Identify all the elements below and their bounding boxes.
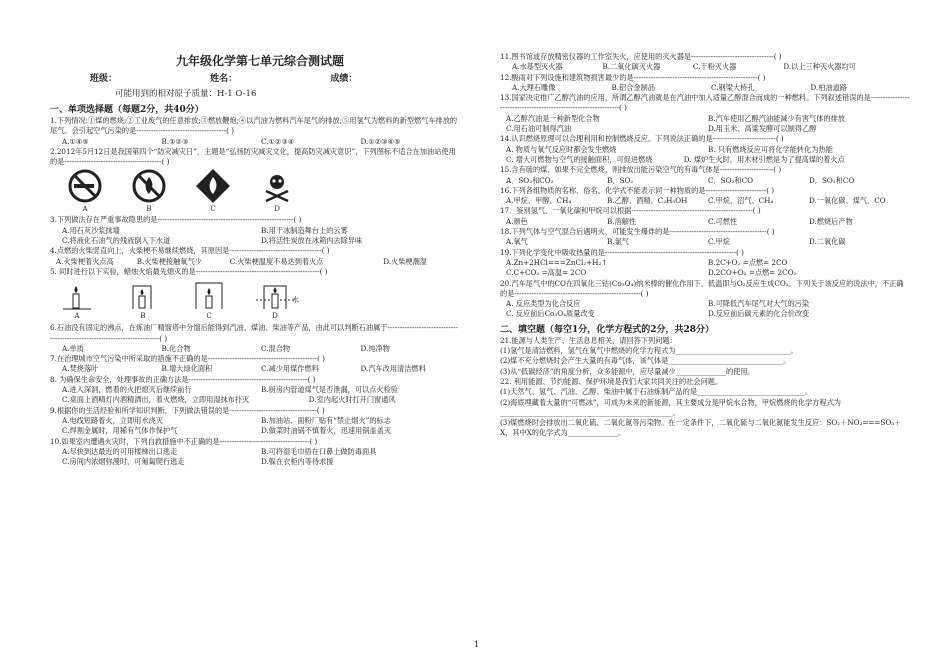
option: D.①②③④⑤ (360, 136, 401, 146)
question-9-options-2: C.焊割金属时，用稀有气体作保护气 D.做菜时油锅不慎着火，迅速用锅盖盖灭 (62, 426, 391, 436)
question-2-signs (64, 169, 460, 213)
question-6: 6.石油没有固定的沸点，在炼油厂精馏塔中分馏后能得到汽油、煤油、柴油等产品，由此可以判断石油属于--------------------------------------------------------------------------( ) (50, 323, 458, 343)
question-5-figures (58, 280, 460, 320)
question-21: 21.能源与人类生产、生活息息相关，请回答下列问题： (500, 335, 677, 345)
question-1-options (50, 137, 460, 147)
beaker-candle-icon (190, 280, 228, 312)
question-21-part-2: (2)煤不充分燃烧时会产生大量的有毒气体，该气体是________________________________。 (500, 356, 791, 366)
flammable-icon (192, 169, 234, 205)
class-label: 班级： (90, 74, 118, 84)
question-7: 7.在治理城市空气污染中所采取的措施不正确的是---------------------------------------------( ) (50, 354, 325, 364)
option: A.①④⑤ (62, 136, 89, 146)
question-5: 5. 同时进行以下实验，蜡烛火焰最先熄灭的是---------------------------------------------------( ) (50, 266, 328, 276)
question-11-options: A.水基型灭火器 B.二氧化碳灭火器 C.干粉灭火器 D.以上三种灭火器均可 (512, 62, 856, 72)
question-8: 8. 为确保生命安全，处理事故的正确方法是-------------------------------------------------( ) (50, 374, 316, 384)
question-2: 2.2012年5月12日是我国第四个“防灾减灾日”，主题是“弘扬防灾减灾文化，提高防灾减灾意识”，下列图标不适合在加油站使用的是----------------------------------------( ) (50, 146, 456, 167)
question-19-options-2: C.C+CO₂ =高温= 2CO D.2CO+O₂ =点燃= 2CO₂ (506, 268, 797, 278)
question-9-options-1: A.电线短路着火，立即用水浇灭 B.加油站、面粉厂贴有“禁止烟火”的标志 (62, 415, 391, 425)
question-4-options: A.火柴梗着火点高 B.火柴梗接触氧气少 C.火柴梗温度不易达到着火点 D.火柴梗潮湿 (56, 256, 427, 266)
question-18-options: A.氧气 B.氯气 C.甲烷 D.二氧化碳 (506, 237, 846, 247)
question-14: 14.认识燃烧原理可以合理利用和控制燃烧反应。下列说法正确的是--------------------------( ) (500, 134, 784, 144)
question-10-options-2: C.房间内浓烟弥漫时，可匍匐爬行逃走 D.躲在衣柜内等待求援 (62, 457, 334, 467)
question-9: 9.根据你的生活经验和所学知识判断，下列做法错误的是------------------------------------( ) (50, 405, 325, 415)
no-fire-icon (128, 169, 170, 205)
question-13-options-2: C.用石油可制得汽油 D.用玉米、高粱发酵可以制得乙醇 (506, 124, 817, 134)
question-10-options-1: A.尽快到达最近的可用楼梯出口逃走 B.可将湿毛巾捂在口鼻上做防毒面具 (62, 446, 377, 456)
question-15: 15.含有硫的煤，如果不完全燃烧，则排放出能污染空气的有毒气体是----------------------( ) (500, 165, 782, 175)
sign-b: B (128, 169, 170, 213)
section-1-heading: 一、单项选择题（每题2分，共40分） (50, 105, 204, 115)
page-title: 九年级化学第七单元综合测试题 (175, 54, 344, 68)
toxic-icon (256, 169, 298, 205)
question-11: 11.图书馆或存放精密仪器的工作室失火，应使用的灭火器是----------------------------------( ) (500, 52, 782, 61)
question-16: 16.下列各组物质的名称、俗名、化学式不能表示同一种物质的是-------------------------( ) (500, 185, 775, 195)
name-label: 姓名： (210, 74, 238, 84)
question-13-options-1: A.乙醇汽油是一种新型化合物 B.汽车使用乙醇汽油能减少有害气体的排放 (506, 113, 845, 123)
question-4: 4.点燃的火柴竖直向上，火柴梗不易继续燃烧，其原因是--------------------------------------( ) (50, 246, 330, 256)
question-15-options: A．SO₂和CO₂ B．SO₂ C．SO₂和CO D．SO₂和CO (506, 175, 855, 185)
question-20: 20.汽车尾气中的CO在四氧化三钴(Co₃O₄)纳米棒的催化作用下，低温即与O₂反应生成CO₂。下列关于该反应的说法中，不正确的是----------------------------------------------------( ) (500, 278, 904, 298)
question-17-options: A.颜色 B.溶解性 C.可燃性 D.燃烧后产物 (506, 216, 853, 226)
candle-icon (58, 280, 96, 312)
page-number: 1 (474, 640, 480, 649)
question-22: 22. 利用能源、节约能源、保护环境是我们大家共同关注的社会问题。 (500, 376, 723, 386)
question-14-options-1: A. 物质与氧气反应时都会发生燃烧 B. 只有燃烧反应可将化学能转化为热能 (506, 144, 833, 154)
score-label: 成绩： (330, 74, 358, 84)
water-label: 水 (292, 296, 299, 305)
question-21-part-1: (1)氢气是清洁燃料，氢气在氧气中燃烧的化学方程式为________________________________。 (500, 346, 798, 356)
right-column (500, 52, 910, 439)
section-2-heading: 二、填空题（每空1分，化学方程式的2分，共28分） (500, 324, 715, 335)
question-10: 10.如果室内遭遇火灾时，下列自救措施中不正确的是-------------------------------------( ) (50, 436, 318, 446)
question-14-options-2: C. 增大可燃物与空气的接触面积，可促进燃烧 D. 煤炉生火时，用木材引燃是为了提高煤的着火点 (506, 154, 845, 164)
water-candle-icon (256, 280, 294, 312)
question-13: 13.国家决定推广乙醇汽油的应用，所谓乙醇汽油就是在汽油中加入适量乙醇混合而成的一种燃料。下列叙述错误的是-----------------------------------------------------------------( ) (500, 93, 910, 113)
option: B.①②③ (161, 136, 189, 146)
beaker-c: C (190, 280, 228, 320)
question-22-part-2: (2)海底埋藏着大量的“可燃冰”，可成为未来的新能源，其主要成分是甲烷水合物，甲烷燃烧的化学方程式为________________________________________________。 (500, 397, 841, 417)
question-6-options: A.单质 B.化合物 C.混合物 D.纯净物 (62, 343, 390, 353)
question-19-options-1: A.Zn+2HCl===ZnCl₂+H₂↑ B.2C+O₂ =点燃= 2CO (506, 257, 788, 267)
question-8-options-2: C.桌面上酒精灯内酒精洒出，着火燃烧，立即用湿抹布扑灭 D.室内起火时打开门窗通风 (62, 395, 396, 405)
question-22-part-1: (1)天然气、氢气、汽油、乙醇、柴油中属于石油炼制产品的是______________________________。 (500, 387, 813, 397)
question-3: 3.下列做法存在严重事故隐患的是--------------------------------------------------------( ) (50, 215, 302, 225)
sign-a: A (64, 169, 106, 213)
question-1: 1.下列情况:①煤的燃烧;②工业废气的任意排放;③燃放鞭炮;④以汽油为燃料汽车尾气的排放;⑤用氢气为燃料的新型燃气车排放的尾气。会引起空气污染的是-------------------------------------( ) (50, 116, 458, 136)
question-20-options-2: C. 反应前后Co₃O₄质量改变 D.反应前后碳元素的化合价改变 (506, 309, 810, 319)
question-19: 19.下列化学变化中吸收热量的是------------------------------------------------------( ) (500, 247, 744, 257)
sign-c: C (192, 169, 234, 213)
left-column (50, 100, 460, 467)
question-17: 17．鉴别氢气、一氧化碳和甲烷可以根据--------------------------------------------------( ) (500, 206, 761, 216)
question-21-part-3: (3)从“低碳经济”的角度分析，众多能源中，应尽量减少______________的使用。 (500, 366, 755, 376)
question-12: 12.酸雨对下列设施和建筑物损害最少的是---------------------------------------------------( ) (500, 72, 766, 82)
no-smoking-icon (64, 169, 106, 205)
beaker-d: D (256, 280, 294, 320)
option: C.①②③④ (261, 136, 295, 146)
question-8-options-1: A.进入深洞，燃着的火把熄灭后继续前行 B.厨房内管道煤气是否泄漏，可以点火检验 (62, 385, 398, 395)
question-12-options: A.大理石雕像 B.铝合金制品 C.钢梁大桥孔 D.柏油道路 (512, 82, 848, 92)
question-18: 18.下列气体与空气混合后遇明火，可能发生爆炸的是----------------------------------------( ) (500, 227, 775, 237)
question-3-options-1: A.用石灰沙浆抹墙 B.用干冰制造舞台上的云雾 (62, 225, 348, 235)
sign-d: D (256, 169, 298, 213)
question-22-part-3: (3)煤燃烧时会排放出二氧化硫、二氧化氮等污染物。在一定条件下，二氧化硫与二氧化氮能发生反应：SO₂＋NO₂===SO₃＋X，其中X的化学式为______________。 (500, 418, 902, 438)
atomic-mass-note: 可能用到的相对原子质量：H-1 O-16 (115, 89, 257, 99)
question-16-options: A.甲烷、甲醇、CH₄ B.乙醇、酒精、C₂H₅OH C.甲烷、沼气、CH₄ D.一氧化碳、煤气、CO (506, 196, 886, 206)
beaker-a: A (58, 280, 96, 320)
covered-candle-icon (124, 280, 162, 312)
question-3-options-2: C.将液化石油气的残液倒入下水道 D.将活性炭放在冰箱内去除异味 (62, 236, 363, 246)
question-20-options-1: A. 反应类型为化合反应 B.可降低汽车尾气对大气的污染 (506, 299, 810, 309)
question-7-options: A.焚烧落叶 B.增大绿化面积 C.减少用煤作燃料 D.汽车改用清洁燃料 (62, 364, 426, 374)
student-info-line (90, 71, 447, 84)
beaker-b: B (124, 280, 162, 320)
